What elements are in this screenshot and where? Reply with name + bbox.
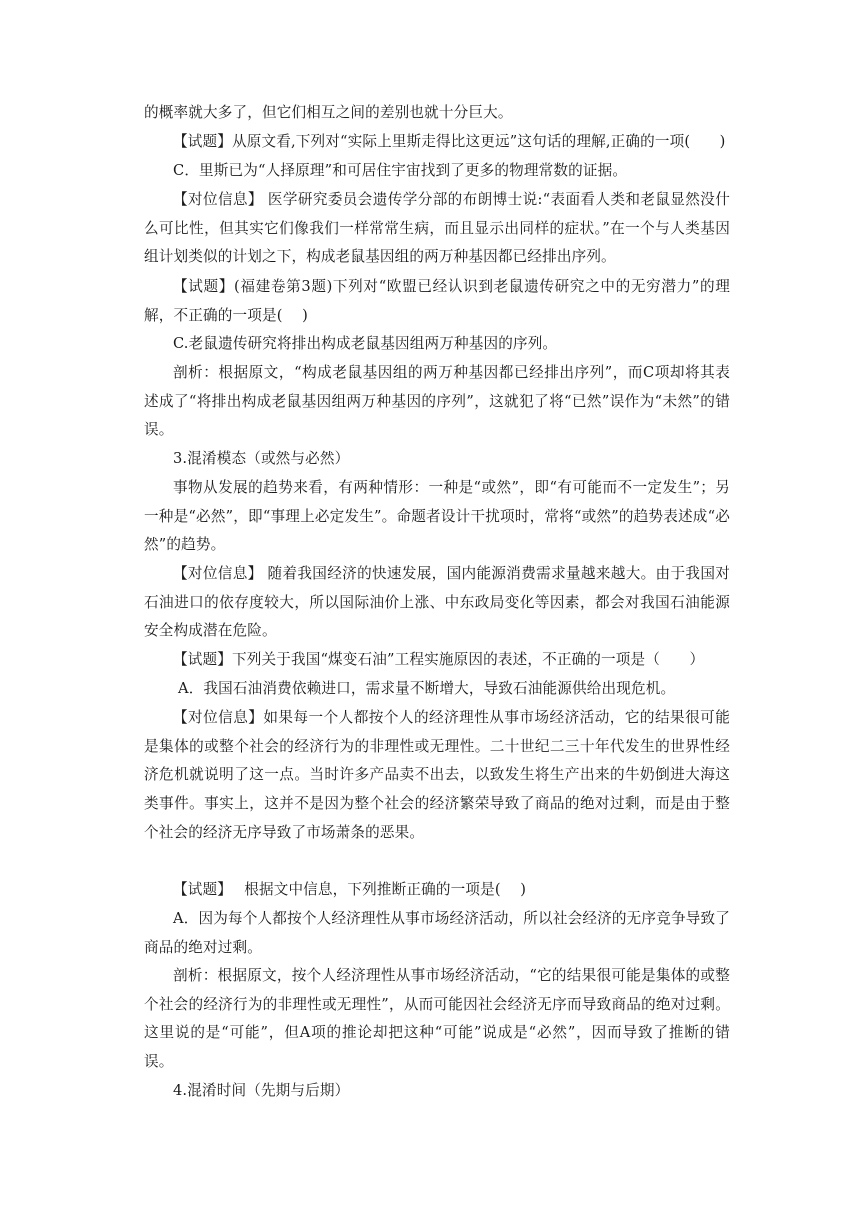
matching-info-1: 【对位信息】 医学研究委员会遗传学分部的布朗博士说:“表面看人类和老鼠显然没什么可比性，但其实它们像我们一样常常生病，而且显示出同样的症状。”在一个与人类基因组计划类似的计划之下，构成老鼠基因组的两万种基因都已经排出序列。: [144, 191, 730, 266]
matching-info-3: 【对位信息】如果每一个人都按个人的经济理性从事市场经济活动，它的结果很可能是集体的或整个社会的经济行为的非理性或无理性。二十世纪二三十年代发生的世界性经济危机就说明了这一点。当时许多产品卖不出去，以致发生将生产出来的牛奶倒进大海这类事件。事实上，这并不是因为整个社会的经济繁荣导致了商品的绝对过剩，而是由于整个社会的经济无序导致了市场萧条的恶果。: [144, 709, 730, 841]
question-4: 【试题】 根据文中信息，下列推断正确的一项是( ): [173, 881, 527, 898]
section-heading-4: 4.混淆时间（先期与后期）: [173, 1082, 350, 1099]
option-c-1: C．里斯已为“人择原理”和可居住宇宙找到了更多的物理常数的证据。: [173, 162, 628, 179]
paragraph-modality: 事物从发展的趋势来看，有两种情形：一种是“或然”，即“有可能而不一定发生”；另一种是“必然”，即“事理上必定发生”。命题者设计干扰项时，常将“或然”的趋势表述成“必然”的趋势。: [144, 479, 730, 554]
option-a-2: A．因为每个人都按个人经济理性从事市场经济活动，所以社会经济的无序竞争导致了商品的绝对过剩。: [144, 910, 730, 956]
option-c-2: C.老鼠遗传研究将排出构成老鼠基因组两万种基因的序列。: [173, 335, 558, 352]
question-2: 【试题】(福建卷第3题)下列对“欧盟已经认识到老鼠遗传研究之中的无穷潜力”的理解，不正确的一项是( ): [144, 278, 730, 324]
analysis-1: 剖析：根据原文，“构成老鼠基因组的两万种基因都已经排出序列”，而C项却将其表述成了“将排出构成老鼠基因组两万种基因的序列”，这就犯了将“已然”误作为“未然”的错误。: [144, 364, 730, 439]
question-3: 【试题】下列关于我国“煤变石油”工程实施原因的表述，不正确的一项是（ ）: [173, 651, 705, 668]
matching-info-2: 【对位信息】 随着我国经济的快速发展，国内能源消费需求量越来越大。由于我国对石油进口的依存度较大，所以国际油价上涨、中东政局变化等因素，都会对我国石油能源安全构成潜在危险。: [144, 565, 730, 640]
analysis-2: 剖析：根据原文，按个人经济理性从事市场经济活动，“它的结果很可能是集体的或整个社会的经济行为的非理性或无理性”，从而可能因社会经济无序而导致商品的绝对过剩。这里说的是“可能”，但A项的推论却把这种“可能”说成是“必然”，因而导致了推断的错误。: [144, 967, 730, 1071]
paragraph-1: 的概率就大多了，但它们相互之间的差别也就十分巨大。: [144, 104, 513, 121]
section-heading-3: 3.混淆模态（或然与必然）: [173, 450, 350, 467]
question-1: 【试题】从原文看,下列对“实际上里斯走得比这更远”这句话的理解,正确的一项( ): [173, 133, 726, 150]
option-a-1: A．我国石油消费依赖进口，需求量不断增大，导致石油能源供给出现危机。: [178, 680, 676, 697]
